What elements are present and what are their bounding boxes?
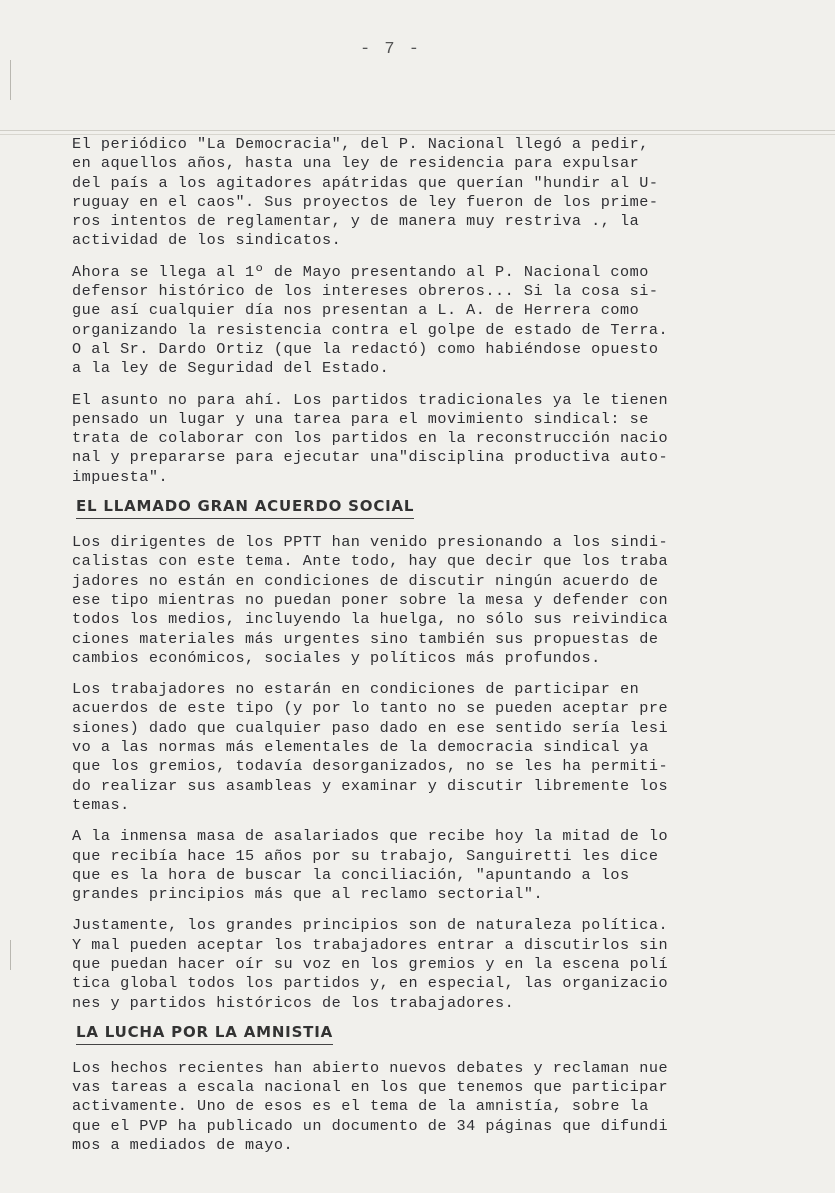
text-line: activamente. Uno de esos es el tema de la amnistía, sobre la xyxy=(72,1097,649,1116)
text-line: vas tareas a escala nacional en los que tenemos que participar xyxy=(72,1078,669,1097)
fold-line xyxy=(0,130,835,131)
paragraph xyxy=(72,263,784,379)
paragraph xyxy=(72,916,784,1012)
section-heading: EL LLAMADO GRAN ACUERDO SOCIAL xyxy=(76,497,414,519)
text-line: jadores no están en condiciones de discutir ningún acuerdo de xyxy=(72,571,659,590)
text-line: actividad de los sindicatos. xyxy=(72,231,342,250)
text-line: del país a los agitadores apátridas que querían "hundir al U- xyxy=(72,173,659,192)
text-line: que es la hora de buscar la conciliación, "apuntando a los xyxy=(72,865,630,884)
document-body xyxy=(72,135,784,1155)
text-line: que los gremios, todavía desorganizados, no se les ha permiti- xyxy=(72,757,669,776)
paragraph xyxy=(72,680,784,815)
text-line: acuerdos de este tipo (y por lo tanto no se pueden aceptar pre xyxy=(72,699,669,718)
text-line: do realizar sus asambleas y examinar y discutir libremente los xyxy=(72,776,669,795)
text-line: todos los medios, incluyendo la huelga, no sólo sus reivindica xyxy=(72,610,669,629)
text-line: trata de colaborar con los partidos en la reconstrucción nacio xyxy=(72,429,669,448)
paragraph xyxy=(72,391,784,487)
text-line: Los hechos recientes han abierto nuevos debates y reclaman nue xyxy=(72,1058,669,1077)
section-heading: LA LUCHA POR LA AMNISTIA xyxy=(76,1023,333,1045)
page-number: - 7 - xyxy=(360,40,422,59)
text-line: ese tipo mientras no puedan poner sobre la mesa y defender con xyxy=(72,590,669,609)
text-line: ruguay en el caos". Sus proyectos de ley fueron de los prime- xyxy=(72,192,659,211)
text-line: ros intentos de reglamentar, y de manera muy restriva ., la xyxy=(72,212,640,231)
text-line: organizando la resistencia contra el golpe de estado de Terra. xyxy=(72,320,669,339)
text-line: Justamente, los grandes principios son de naturaleza política. xyxy=(72,916,669,935)
text-line: impuesta". xyxy=(72,467,169,486)
text-line: que el PVP ha publicado un documento de 34 páginas que difundi xyxy=(72,1116,669,1135)
text-line: defensor histórico de los intereses obreros... Si la cosa si- xyxy=(72,282,659,301)
text-line: que recibía hace 15 años por su trabajo, Sanguiretti les dice xyxy=(72,846,659,865)
paragraph xyxy=(72,135,784,251)
text-line: siones) dado que cualquier paso dado en ese sentido sería lesi xyxy=(72,718,669,737)
text-line: que puedan hacer oír su voz en los gremios y en la escena polí xyxy=(72,954,669,973)
text-line: ciones materiales más urgentes sino también sus propuestas de xyxy=(72,629,659,648)
paragraph xyxy=(72,533,784,668)
text-line: nes y partidos históricos de los trabajadores. xyxy=(72,993,515,1012)
text-line: calistas con este tema. Ante todo, hay que decir que los traba xyxy=(72,552,669,571)
margin-mark xyxy=(10,940,11,970)
text-line: vo a las normas más elementales de la democracia sindical ya xyxy=(72,738,649,757)
text-line: en aquellos años, hasta una ley de residencia para expulsar xyxy=(72,154,640,173)
margin-mark xyxy=(10,60,11,100)
text-line: mos a mediados de mayo. xyxy=(72,1136,294,1155)
text-line: pensado un lugar y una tarea para el movimiento sindical: se xyxy=(72,409,649,428)
text-line: El periódico "La Democracia", del P. Nacional llegó a pedir, xyxy=(72,135,649,153)
text-line: a la ley de Seguridad del Estado. xyxy=(72,359,390,378)
text-line: A la inmensa masa de asalariados que recibe hoy la mitad de lo xyxy=(72,827,669,846)
text-line: Los dirigentes de los PPTT han venido presionando a los sindi- xyxy=(72,533,669,552)
paragraph xyxy=(72,827,784,904)
paragraph xyxy=(72,1059,784,1155)
text-line: El asunto no para ahí. Los partidos tradicionales ya le tienen xyxy=(72,390,669,409)
text-line: Los trabajadores no estarán en condiciones de participar en xyxy=(72,680,640,699)
text-line: Ahora se llega al 1º de Mayo presentando al P. Nacional como xyxy=(72,262,649,281)
text-line: O al Sr. Dardo Ortiz (que la redactó) como habiéndose opuesto xyxy=(72,339,659,358)
text-line: nal y prepararse para ejecutar una"disciplina productiva auto- xyxy=(72,448,669,467)
text-line: temas. xyxy=(72,795,130,814)
text-line: gue así cualquier día nos presentan a L. A. de Herrera como xyxy=(72,301,640,320)
text-line: tica global todos los partidos y, en especial, las organizacio xyxy=(72,974,669,993)
text-line: Y mal pueden aceptar los trabajadores entrar a discutirlos sin xyxy=(72,935,669,954)
text-line: cambios económicos, sociales y políticos más profundos. xyxy=(72,648,601,667)
text-line: grandes principios más que al reclamo sectorial". xyxy=(72,885,544,904)
